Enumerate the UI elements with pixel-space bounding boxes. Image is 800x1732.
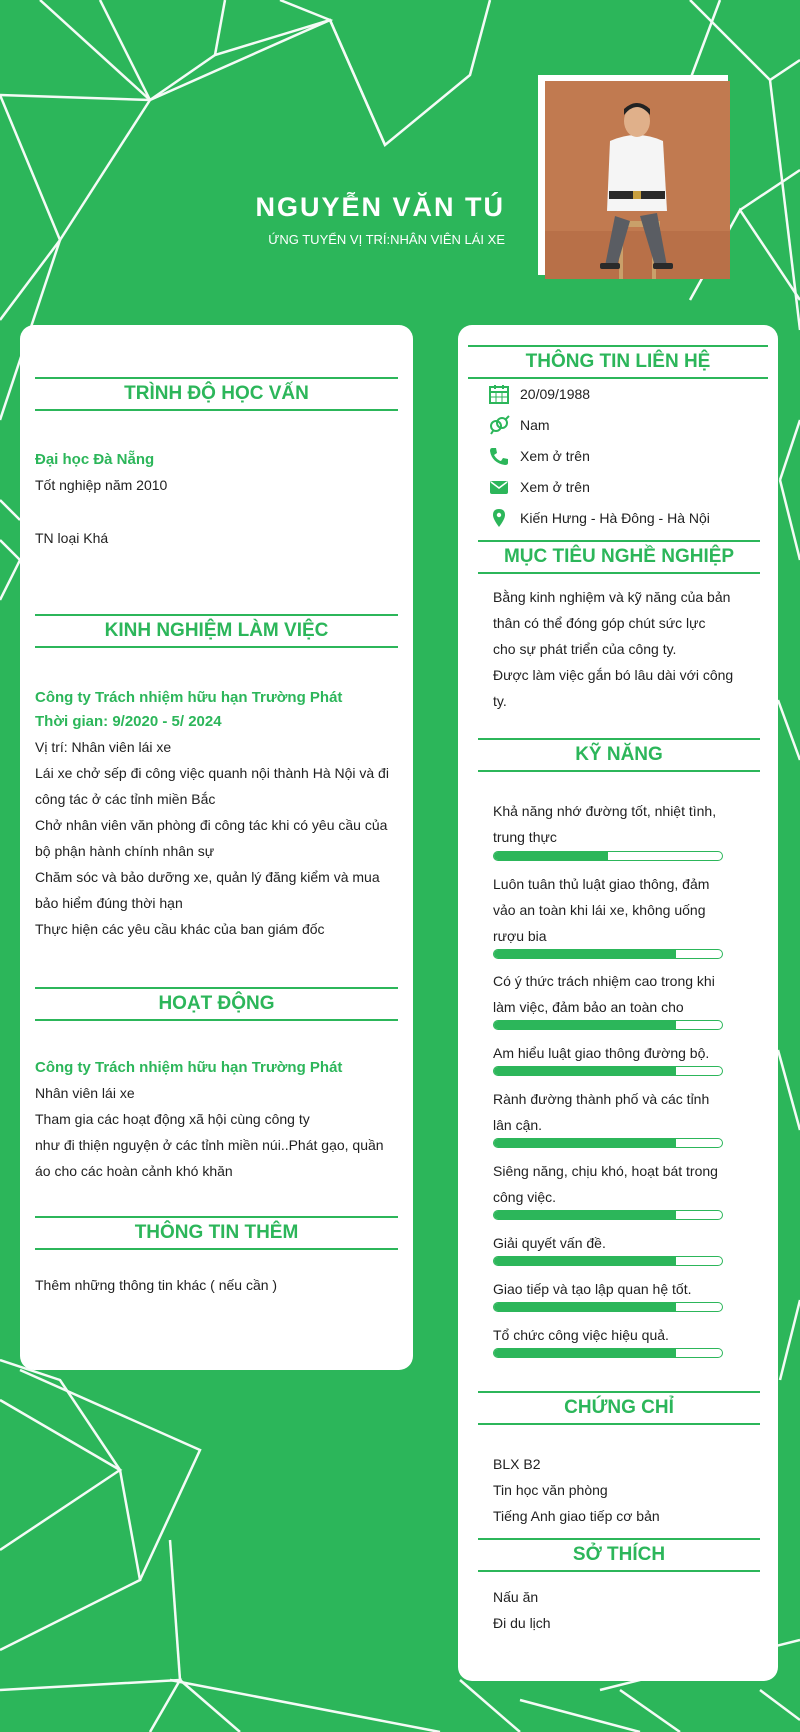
certificate-item: BLX B2 [493, 1456, 541, 1472]
experience-line: Chở nhân viên văn phòng đi công tác khi có yêu cầu của [35, 817, 388, 833]
skill-bar [493, 1210, 723, 1220]
experience-line: Lái xe chở sếp đi công việc quanh nội thành Hà Nội và đi [35, 765, 389, 781]
objective-line: cho sự phát triển của công ty. [493, 641, 677, 657]
skill-bar-fill [494, 1067, 676, 1075]
education-school: Đại học Đà Nẵng [35, 451, 155, 468]
activities-line: như đi thiện nguyện ở các tỉnh miền núi..Phát gạo, quần [35, 1137, 384, 1153]
avatar [545, 81, 730, 279]
skill-text: Siêng năng, chịu khó, hoạt bát trong [493, 1163, 718, 1179]
objective-title: MỤC TIÊU NGHỀ NGHIỆP [478, 540, 760, 574]
education-title: TRÌNH ĐỘ HỌC VẤN [35, 377, 398, 411]
skill-bar [493, 1020, 723, 1030]
skill-text: rượu bia [493, 928, 547, 944]
contact-title: THÔNG TIN LIÊN HỆ [468, 345, 768, 379]
skill-text: công việc. [493, 1189, 557, 1205]
experience-title: KINH NGHIỆM LÀM VIỆC [35, 614, 398, 648]
skill-bar [493, 1302, 723, 1312]
objective-line: Bằng kinh nghiệm và kỹ năng của bản [493, 589, 731, 605]
email-icon [488, 477, 510, 497]
skill-bar-fill [494, 1021, 676, 1029]
experience-company: Công ty Trách nhiệm hữu hạn Trường Phát [35, 689, 343, 706]
experience-line: Thực hiện các yêu cầu khác của ban giám đốc [35, 921, 325, 937]
right-column-card [458, 325, 778, 1681]
contact-gender: Nam [520, 417, 550, 433]
activities-line: áo cho các hoàn cảnh khó khăn [35, 1163, 233, 1179]
activities-line: Nhân viên lái xe [35, 1085, 135, 1101]
hobby-item: Nấu ăn [493, 1589, 539, 1605]
skill-text: làm việc, đảm bảo an toàn cho [493, 999, 684, 1015]
skill-bar-fill [494, 852, 608, 860]
skill-bar [493, 949, 723, 959]
gender-icon [488, 415, 510, 435]
skill-text: Luôn tuân thủ luật giao thông, đảm [493, 876, 710, 892]
skill-text: lân cận. [493, 1117, 543, 1133]
experience-line: Chăm sóc và bảo dưỡng xe, quản lý đăng kiểm và mua [35, 869, 380, 885]
skill-text: Am hiểu luật giao thông đường bộ. [493, 1045, 710, 1061]
contact-birthday: 20/09/1988 [520, 386, 591, 402]
objective-line: ty. [493, 693, 507, 709]
skill-bar-fill [494, 950, 676, 958]
hobby-item: Đi du lịch [493, 1615, 551, 1631]
skill-text: Rành đường thành phố và các tỉnh [493, 1091, 710, 1107]
additional-info-title: THÔNG TIN THÊM [35, 1216, 398, 1250]
experience-line: bảo hiểm đúng thời hạn [35, 895, 183, 911]
candidate-name: NGUYỄN VĂN TÚ [255, 192, 505, 222]
skill-bar [493, 1138, 723, 1148]
skill-text: Khả năng nhớ đường tốt, nhiệt tình, [493, 803, 717, 819]
activities-company: Công ty Trách nhiệm hữu hạn Trường Phát [35, 1059, 343, 1076]
objective-line: Được làm việc gắn bó lâu dài với công [493, 667, 734, 683]
contact-email: Xem ở trên [520, 479, 590, 495]
experience-period: Thời gian: 9/2020 - 5/ 2024 [35, 713, 222, 730]
left-column-card [20, 325, 413, 1370]
skill-bar-fill [494, 1303, 676, 1311]
activities-title: HOẠT ĐỘNG [35, 987, 398, 1021]
skill-text: Có ý thức trách nhiệm cao trong khi [493, 973, 715, 989]
experience-line: Vị trí: Nhân viên lái xe [35, 739, 172, 755]
experience-line: công tác ở các tỉnh miền Bắc [35, 791, 216, 807]
skill-bar [493, 1348, 723, 1358]
skill-text: Giao tiếp và tạo lập quan hệ tốt. [493, 1281, 692, 1297]
location-pin-icon [488, 508, 510, 528]
education-grade: TN loại Khá [35, 530, 109, 546]
contact-address: Kiến Hưng - Hà Đông - Hà Nội [520, 510, 710, 526]
skill-bar [493, 1066, 723, 1076]
certificates-title: CHỨNG CHỈ [478, 1391, 760, 1425]
calendar-icon [488, 384, 510, 404]
hobbies-title: SỞ THÍCH [478, 1538, 760, 1572]
skill-bar [493, 851, 723, 861]
skill-bar-fill [494, 1257, 676, 1265]
skill-text: trung thực [493, 829, 557, 845]
additional-info-text: Thêm những thông tin khác ( nếu cần ) [35, 1277, 278, 1293]
skill-bar-fill [494, 1139, 676, 1147]
experience-line: bộ phận hành chính nhân sự [35, 843, 215, 859]
skill-text: vảo an toàn khi lái xe, không uống [493, 902, 706, 918]
skill-bar [493, 1256, 723, 1266]
certificate-item: Tiếng Anh giao tiếp cơ bản [493, 1508, 660, 1524]
activities-line: Tham gia các hoạt động xã hội cùng công ty [35, 1111, 310, 1127]
contact-phone: Xem ở trên [520, 448, 590, 464]
skill-text: Giải quyết vấn đề. [493, 1235, 606, 1251]
objective-line: thân có thể đóng góp chút sức lực [493, 615, 706, 631]
skill-bar-fill [494, 1349, 676, 1357]
education-graduated: Tốt nghiệp năm 2010 [35, 477, 168, 493]
phone-icon [488, 446, 510, 466]
applied-position: ỨNG TUYỂN VỊ TRÍ:NHÂN VIÊN LÁI XE [268, 232, 505, 247]
certificate-item: Tin học văn phòng [493, 1482, 608, 1498]
skills-title: KỸ NĂNG [478, 738, 760, 772]
skill-text: Tổ chức công việc hiệu quả. [493, 1327, 669, 1343]
skill-bar-fill [494, 1211, 676, 1219]
